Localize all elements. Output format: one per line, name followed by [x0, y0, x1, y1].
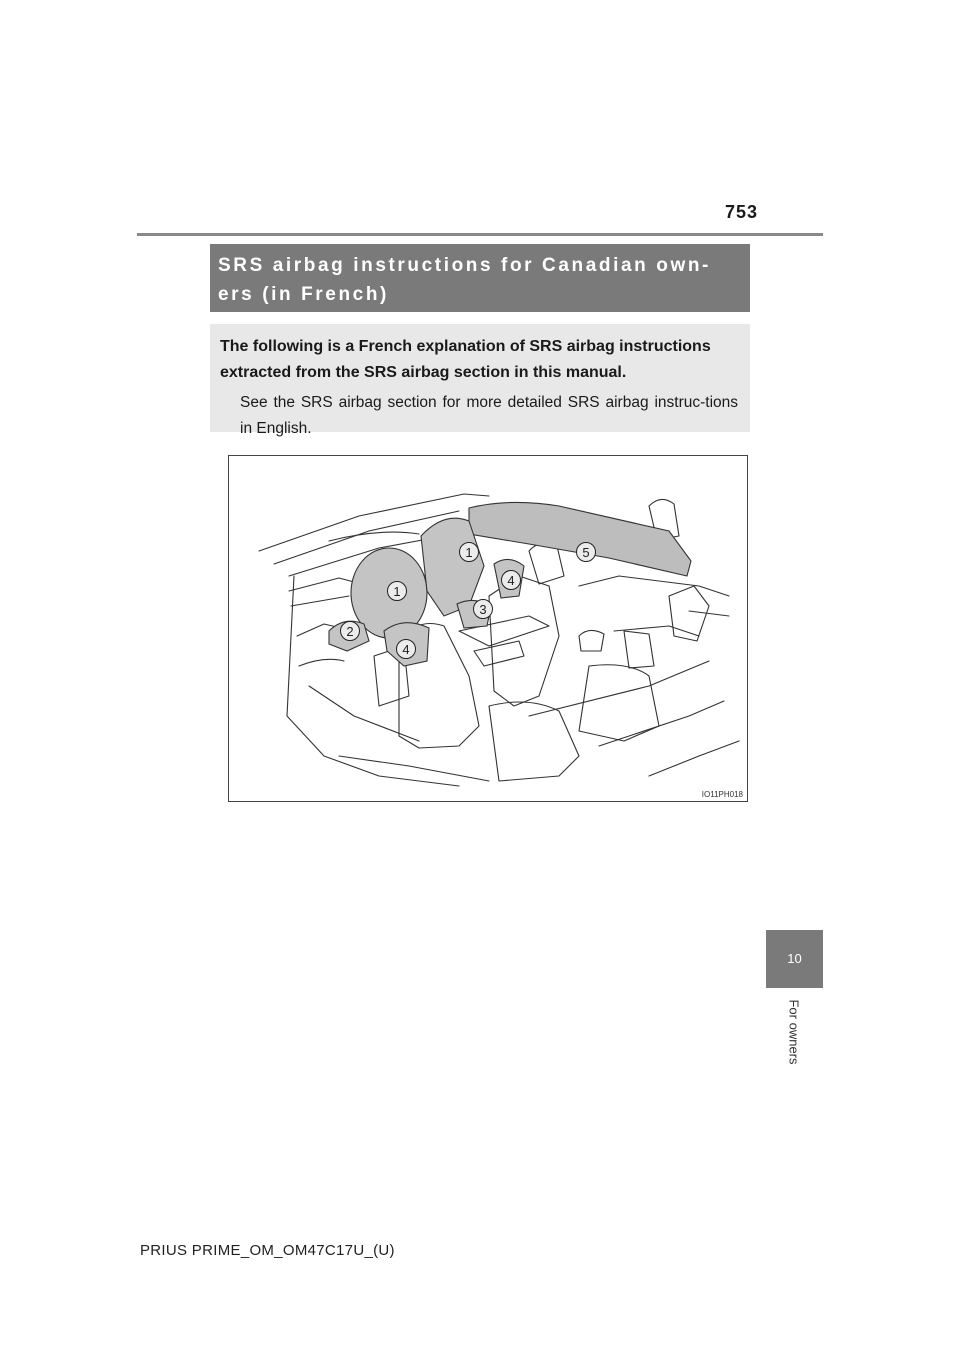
footer-model-code: PRIUS PRIME_OM_OM47C17U_(U) — [140, 1242, 395, 1259]
figure-code: IO11PH018 — [701, 790, 743, 799]
callout-1b-label: 1 — [393, 584, 401, 599]
top-rule — [137, 233, 823, 236]
callout-3-label: 3 — [479, 602, 487, 617]
callout-4a-label: 4 — [402, 642, 410, 657]
chapter-tab: 10 — [766, 930, 823, 988]
section-title-line2: ers (in French) — [218, 284, 389, 305]
callout-1a-label: 1 — [465, 545, 473, 560]
page-number: 753 — [724, 202, 758, 222]
callout-4b-label: 4 — [507, 573, 515, 588]
intro-bold-text: The following is a French explanation of SRS airbag instructions extracted from the SRS airbag section in this manual. — [220, 338, 711, 381]
intro-box — [210, 324, 750, 437]
section-title-line1: SRS airbag instructions for Canadian own- — [218, 255, 711, 276]
car-interior-illustration — [229, 456, 748, 802]
airbag-figure — [228, 455, 748, 802]
chapter-label: For owners — [786, 999, 802, 1065]
callout-2-label: 2 — [346, 624, 354, 639]
section-title — [210, 244, 750, 312]
callout-5-label: 5 — [582, 545, 590, 560]
intro-note-text: See the SRS airbag section for more detailed SRS airbag instruc-tions in English. — [240, 394, 738, 437]
